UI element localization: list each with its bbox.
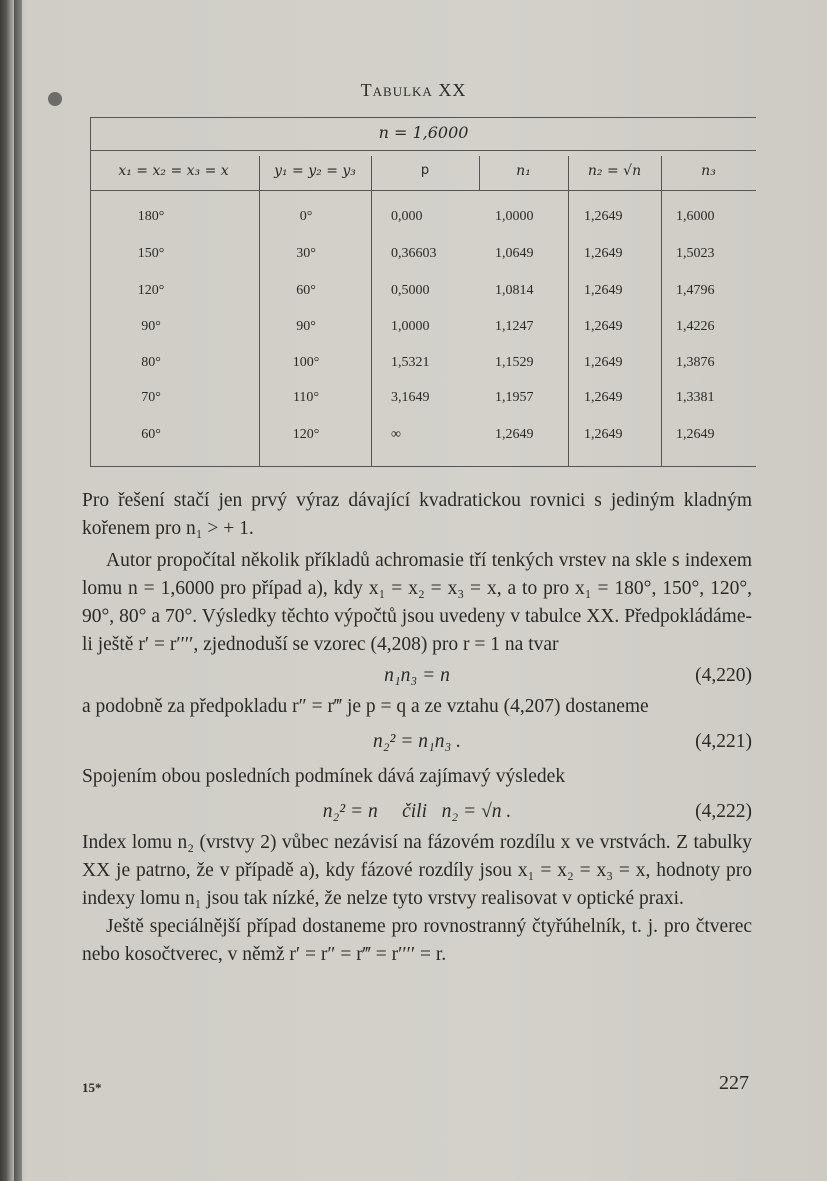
cell-y: 60° xyxy=(296,283,316,298)
paragraph: Ještě speciálnější případ dostaneme pro rovnostranný čtyřúhelník, t. j. pro čtverec nebo kosočtverec, v němž r′ = r″ = r‴ = r′′′′ = r. xyxy=(82,916,752,965)
equation-number: (4,220) xyxy=(695,665,752,686)
cell-x: 70° xyxy=(141,390,161,405)
cell-n1: 1,1247 xyxy=(495,319,534,334)
table-rule xyxy=(91,150,756,151)
column-divider xyxy=(259,156,260,466)
header-p: p xyxy=(420,163,430,178)
table-row xyxy=(91,351,756,375)
cell-n3: 1,4226 xyxy=(676,319,715,334)
table-row xyxy=(91,315,756,339)
column-divider xyxy=(568,156,569,466)
cell-n2: 1,2649 xyxy=(584,427,623,442)
table-n-row: n = 1,6000 xyxy=(378,123,469,142)
cell-n3: 1,3876 xyxy=(676,355,715,370)
cell-y: 0° xyxy=(299,209,313,224)
column-divider xyxy=(661,156,662,466)
paragraph: Index lomu n₂ (vrstvy 2) vůbec nezávisí na fázovém rozdílu x ve vrstvách. Z tabulky XX je patrno, že v případě a), kdy fázové rozdíly jsou x₁ = x₂ = x₃ = x, hodnoty pro indexy lomu n₁ jsou tak nízké, že nelze tyto vrstvy realisovat v optické praxi. xyxy=(82,832,752,909)
cell-n2: 1,2649 xyxy=(584,390,623,405)
cell-y: 120° xyxy=(292,427,320,442)
equation-expression: n₁n₃ = n xyxy=(384,665,450,686)
cell-n1: 1,0649 xyxy=(495,246,534,261)
cell-x: 150° xyxy=(137,246,165,261)
header-n1: n₁ xyxy=(516,163,531,179)
cell-x: 60° xyxy=(141,427,161,442)
paragraph: Spojením obou posledních podmínek dává zajímavý výsledek xyxy=(82,766,566,787)
data-table xyxy=(90,117,756,467)
page-number: 227 xyxy=(719,1072,749,1094)
table-row xyxy=(91,205,756,229)
column-divider xyxy=(371,156,372,466)
cell-p: 3,1649 xyxy=(391,390,430,405)
equation-4-221 xyxy=(82,725,752,759)
header-x: x₁ = x₂ = x₃ = x xyxy=(118,163,229,179)
table-row xyxy=(91,423,756,447)
paragraph: Autor propočítal několik příkladů achromasie tří tenkých vrstev na skle s indexem lomu n = 1,6000 pro případ a), kdy x₁ = x₂ = x₃ = x, a to pro x₁ = 180°, 150°, 120°, 90°, 80° a 70°. Výsledky těchto výpočtů jsou uvedeny v tabulce XX. Předpokládáme-li ještě r′ = r′′′′, zjednoduší se vzorec (4,208) pro r = 1 na tvar xyxy=(82,550,752,655)
cell-p: 1,5321 xyxy=(391,355,430,370)
cell-n1: 1,0000 xyxy=(495,209,534,224)
cell-y: 90° xyxy=(296,319,316,334)
cell-y: 100° xyxy=(292,355,320,370)
table-row xyxy=(91,242,756,266)
equation-expression: n₂² = n₁n₃ . xyxy=(372,731,462,752)
cell-n3: 1,2649 xyxy=(676,427,715,442)
equation-number: (4,222) xyxy=(695,801,752,822)
cell-n3: 1,4796 xyxy=(676,283,715,298)
cell-x: 180° xyxy=(137,209,165,224)
cell-n2: 1,2649 xyxy=(584,283,623,298)
table-row xyxy=(91,279,756,303)
table-rule xyxy=(91,190,756,191)
cell-p: 0,000 xyxy=(391,209,423,224)
cell-n2: 1,2649 xyxy=(584,209,623,224)
cell-n2: 1,2649 xyxy=(584,246,623,261)
header-y: y₁ = y₂ = y₃ xyxy=(274,163,356,179)
paragraph: Pro řešení stačí jen prvý výraz dávající kvadratickou rovnici s jediným kladným kořenem pro n₁ > + 1. xyxy=(82,490,752,539)
cell-p: 1,0000 xyxy=(391,319,430,334)
cell-n3: 1,5023 xyxy=(676,246,715,261)
cell-n2: 1,2649 xyxy=(584,319,623,334)
cell-x: 80° xyxy=(141,355,161,370)
signature-mark: 15* xyxy=(82,1080,102,1095)
cell-y: 30° xyxy=(296,246,316,261)
cell-n1: 1,2649 xyxy=(495,427,534,442)
cell-n1: 1,1957 xyxy=(495,390,534,405)
cell-p: 0,5000 xyxy=(391,283,430,298)
paragraph: a podobně za předpokladu r″ = r‴ je p = q a ze vztahu (4,207) dostaneme xyxy=(82,696,649,717)
equation-number: (4,221) xyxy=(695,731,752,752)
cell-x: 90° xyxy=(141,319,161,334)
header-n2: n₂ = √n xyxy=(587,163,642,179)
header-n3: n₃ xyxy=(701,163,716,179)
equation-expression: n₂² = n čili n₂ = √n . xyxy=(322,801,512,822)
cell-p: ∞ xyxy=(391,427,401,442)
cell-n1: 1,0814 xyxy=(495,283,534,298)
body-text xyxy=(82,487,752,969)
cell-x: 120° xyxy=(137,283,165,298)
cell-n3: 1,3381 xyxy=(676,390,715,405)
book-spine xyxy=(14,0,22,1181)
equation-4-220 xyxy=(82,659,752,693)
cell-n3: 1,6000 xyxy=(676,209,715,224)
table-title: Tabulka XX xyxy=(360,80,467,100)
cell-n2: 1,2649 xyxy=(584,355,623,370)
table-row xyxy=(91,386,756,410)
equation-4-222 xyxy=(82,795,752,829)
cell-p: 0,36603 xyxy=(391,246,437,261)
cell-y: 110° xyxy=(292,390,320,405)
cell-n1: 1,1529 xyxy=(495,355,534,370)
